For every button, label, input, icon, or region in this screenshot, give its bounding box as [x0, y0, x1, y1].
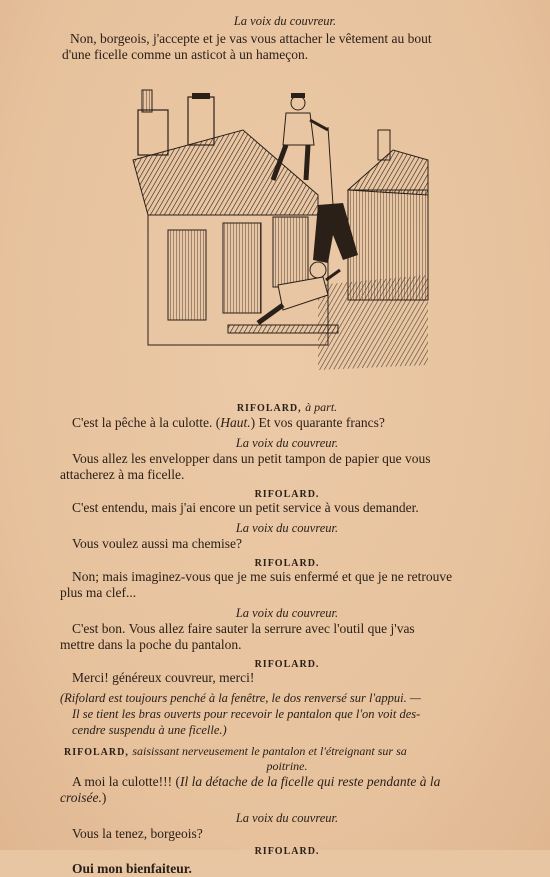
text-line: Non; mais imaginez-vous que je me suis enfermé et que je ne retrouve	[72, 569, 453, 584]
stage-line: cendre suspendu à une ficelle.)	[72, 723, 227, 737]
speaker-name: RIFOLARD.	[254, 489, 320, 500]
speaker-name: RIFOLARD.	[254, 558, 320, 569]
text-line: A moi la culotte!!! (Il la détache de la ficelle qui reste pendante à la	[72, 774, 441, 789]
stage-line: Il se tient les bras ouverts pour recevoir le pantalon que l'on voit des-	[72, 707, 421, 721]
aside-line: poitrine.	[266, 759, 308, 773]
text-line: C'est la pêche à la culotte. (Haut.) Et vos quarante francs?	[72, 415, 385, 430]
text-line: C'est bon. Vous allez faire sauter la serrure avec l'outil que j'vas	[72, 621, 415, 636]
text-line: d'une ficelle comme un asticot à un hameçon.	[62, 47, 309, 62]
speaker-name: RIFOLARD, saisissant nerveusement le pantalon et l'étreignant sur sa	[64, 744, 407, 758]
text-line: C'est entendu, mais j'ai encore un petit service à vous demander.	[72, 500, 419, 515]
voice-heading: La voix du couvreur.	[235, 811, 339, 825]
speaker-name: RIFOLARD.	[254, 659, 320, 670]
voice-heading: La voix du couvreur.	[233, 14, 337, 28]
text-line: croisée.)	[60, 790, 107, 805]
text-line: plus ma clef...	[60, 585, 137, 600]
text-line: Oui mon bienfaiteur.	[72, 861, 192, 876]
top-block	[62, 14, 500, 63]
text-line: attacherez à ma ficelle.	[60, 467, 185, 482]
stage-line: (Rifolard est toujours penché à la fenêtre, le dos renversé sur l'appui. —	[60, 691, 421, 705]
roof-illustration	[128, 85, 438, 375]
speaker-name: RIFOLARD, à part.	[236, 400, 338, 414]
text-line: Merci! généreux couvreur, merci!	[72, 670, 255, 685]
voice-heading: La voix du couvreur.	[235, 606, 339, 620]
text-line: Vous allez les envelopper dans un petit tampon de papier que vous	[72, 451, 431, 466]
text-line: Vous la tenez, borgeois?	[72, 826, 203, 841]
text-line: Non, borgeois, j'accepte et je vas vous attacher le vêtement au bout	[70, 31, 432, 46]
text-line: Vous voulez aussi ma chemise?	[72, 536, 242, 551]
stage-direction	[60, 690, 502, 738]
voice-heading: La voix du couvreur.	[235, 521, 339, 535]
speaker-name: RIFOLARD.	[254, 846, 320, 857]
dialogue	[60, 400, 502, 877]
voice-heading: La voix du couvreur.	[235, 436, 339, 450]
text-line: mettre dans la poche du pantalon.	[60, 637, 242, 652]
